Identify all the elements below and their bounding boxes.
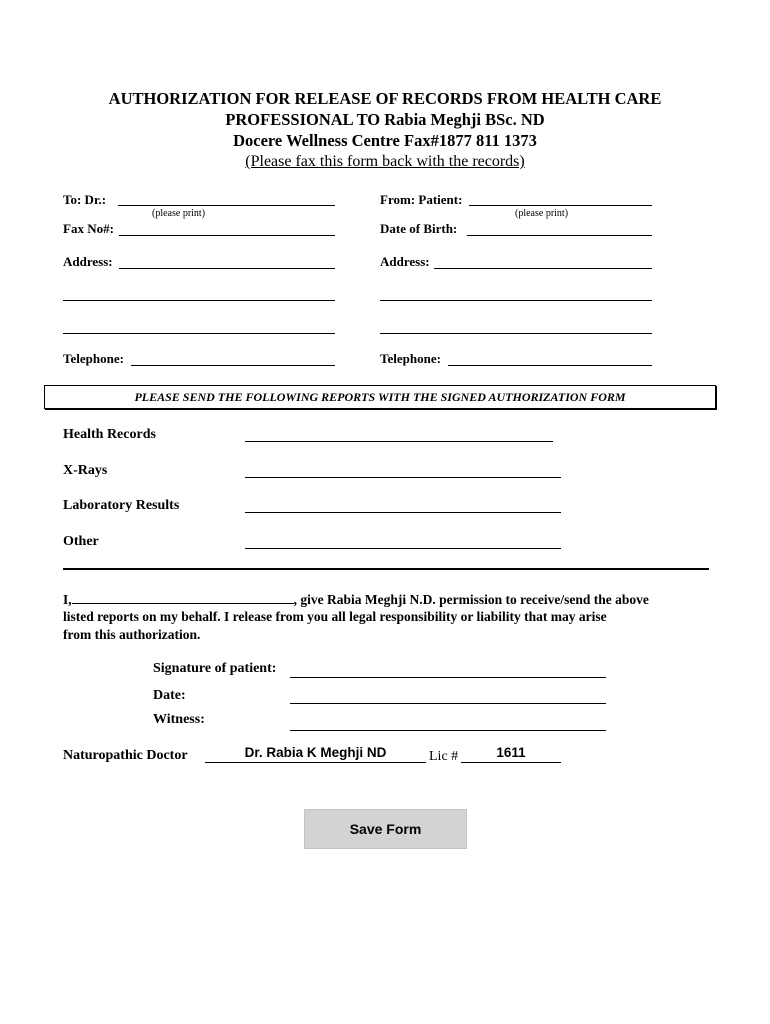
to-telephone-label: Telephone: [63,351,124,366]
reports-banner [44,385,716,409]
signature-label: Signature of patient: [153,661,277,676]
signature-field[interactable] [290,677,606,678]
form-subtitle-text: (Please fax this form back with the records) [245,153,525,170]
from-patient-field[interactable] [469,205,652,206]
date-of-birth-field[interactable] [467,235,652,236]
authorization-name-field[interactable] [72,591,294,604]
doctor-name-value: Dr. Rabia K Meghji ND [244,745,387,760]
from-address-field-1[interactable] [434,268,652,269]
naturopathic-doctor-label: Naturopathic Doctor [63,748,188,763]
from-telephone-label: Telephone: [380,351,441,366]
laboratory-results-label: Laboratory Results [63,498,180,513]
save-form-button[interactable]: Save Form [304,809,467,849]
from-address-field-2[interactable] [380,300,652,301]
health-records-label: Health Records [63,427,156,442]
from-telephone-field[interactable] [448,365,652,366]
to-doctor-field[interactable] [118,205,335,206]
from-address-label: Address: [380,254,430,269]
from-patient-label: From: Patient: [380,192,463,207]
other-label: Other [63,534,99,549]
to-please-print-note: (please print) [152,208,206,219]
to-address-field-3[interactable] [63,333,335,334]
from-address-field-3[interactable] [380,333,652,334]
section-divider [63,568,709,570]
date-label: Date: [153,688,186,703]
health-records-field[interactable] [245,441,553,442]
fax-number-field[interactable] [119,235,335,236]
form-title-line2: PROFESSIONAL TO Rabia Meghji BSc. ND [225,110,545,129]
to-telephone-field[interactable] [131,365,335,366]
to-address-label: Address: [63,254,113,269]
authorization-line1-text: , give Rabia Meghji N.D. permission to receive/send the above [293,592,649,607]
form-subtitle [0,151,770,172]
x-rays-label: X-Rays [63,463,108,478]
to-address-field-1[interactable] [119,268,335,269]
license-label: Lic # [429,749,459,764]
from-please-print-note: (please print) [515,208,569,219]
license-value: 1611 [496,745,526,760]
date-of-birth-label: Date of Birth: [380,221,458,236]
license-field[interactable] [461,745,561,763]
witness-label: Witness: [153,712,205,727]
to-address-field-2[interactable] [63,300,335,301]
reports-banner-text: PLEASE SEND THE FOLLOWING REPORTS WITH THE SIGNED AUTHORIZATION FORM [134,389,626,404]
x-rays-field[interactable] [245,477,561,478]
authorization-i-prefix: I, [63,592,72,607]
authorization-line1 [63,591,703,609]
form-title-line3: Docere Wellness Centre Fax#1877 811 1373 [233,131,537,150]
authorization-line3: from this authorization. [63,627,201,642]
fax-number-label: Fax No#: [63,221,114,236]
other-field[interactable] [245,548,561,549]
to-doctor-label: To: Dr.: [63,192,107,207]
authorization-line2: listed reports on my behalf. I release from you all legal responsibility or liability that may arise [63,609,607,624]
witness-field[interactable] [290,730,606,731]
doctor-name-field[interactable] [205,745,426,763]
laboratory-results-field[interactable] [245,512,561,513]
form-title-line1: AUTHORIZATION FOR RELEASE OF RECORDS FROM HEALTH CARE [108,89,662,108]
date-field[interactable] [290,703,606,704]
